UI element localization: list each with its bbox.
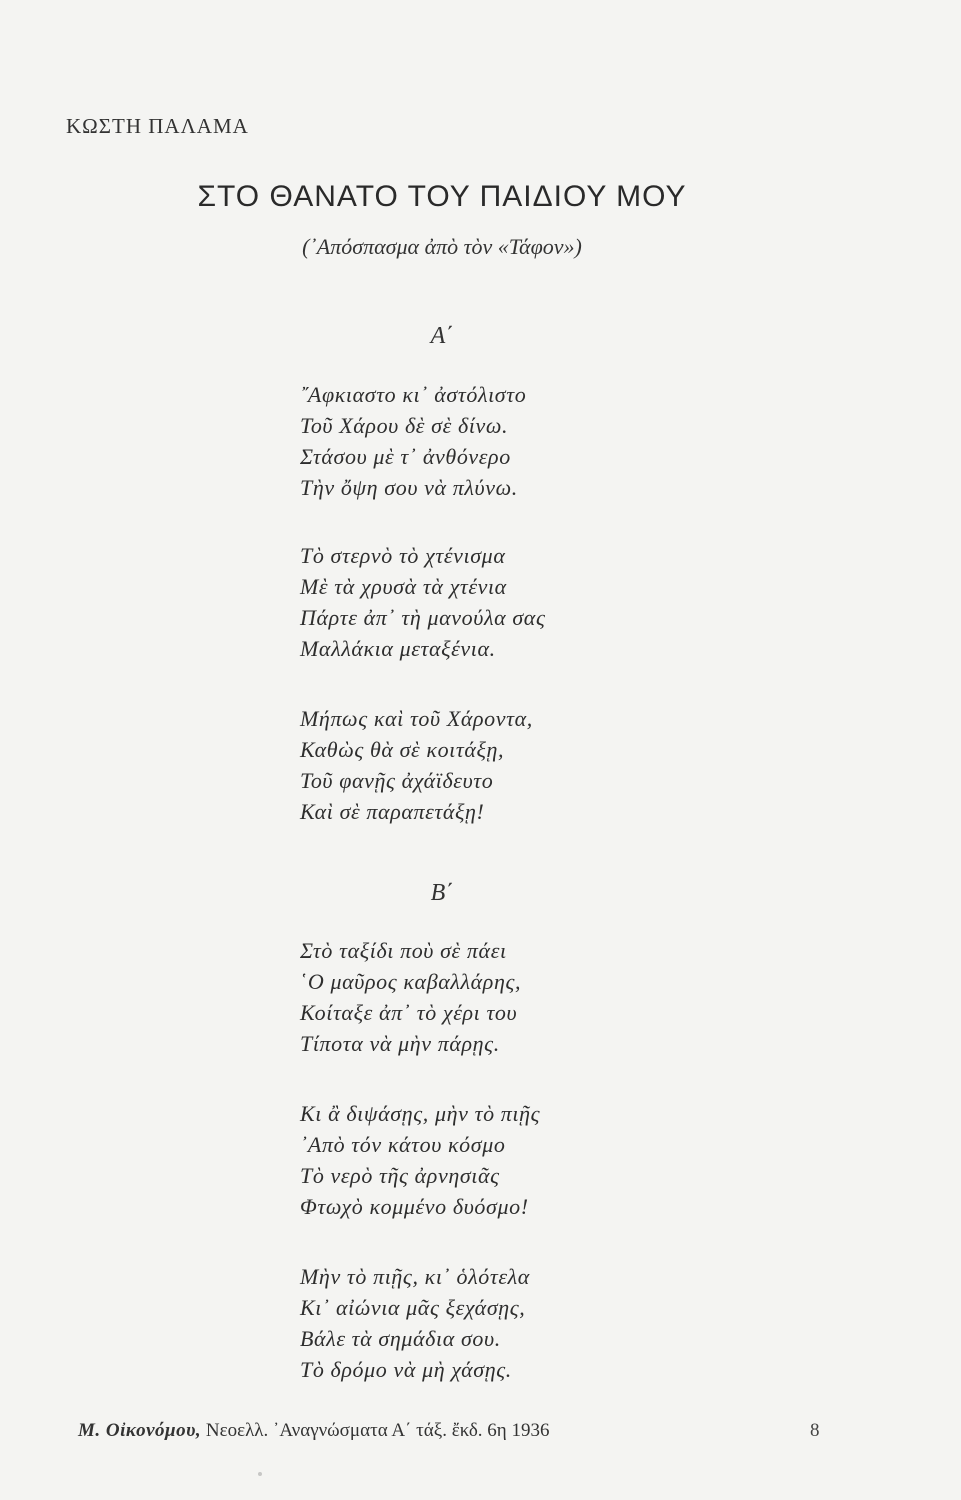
stanza-a2 [300, 540, 545, 664]
footer-source: Νεοελλ. ᾿Αναγνώσματα Α΄ τάξ. ἔκδ. 6η 1936 [201, 1420, 550, 1441]
poem-title: ΣΤΟ ΘΑΝΑΤΟ ΤΟΥ ΠΑΙΔΙΟΥ ΜΟΥ [197, 180, 687, 213]
verse-line: ᾿Απὸ τόν κάτου κόσμο [300, 1132, 506, 1157]
verse-line: Μαλλάκια μεταξένια. [300, 636, 496, 661]
section-mark-b: Β΄ [430, 880, 454, 906]
stanza-a3 [300, 703, 533, 827]
verse-line: Τοῦ Χάρου δὲ σὲ δίνω. [300, 413, 509, 438]
verse-line: ῾Ο μαῦρος καβαλλάρης, [300, 969, 522, 994]
verse-line: Τὴν ὄψη σου νὰ πλύνω. [300, 475, 518, 500]
verse-line: Μὲ τὰ χρυσὰ τὰ χτένια [300, 574, 507, 599]
verse-line: Πάρτε ἀπ᾿ τὴ μανούλα σας [300, 605, 546, 630]
verse-line: Καθὼς θὰ σὲ κοιτάξῃ, [300, 737, 505, 762]
poem-subtitle: (᾿Απόσπασμα ἀπὸ τὸν «Τάφον») [302, 234, 582, 259]
verse-line: Στὸ ταξίδι ποὺ σὲ πάει [300, 938, 507, 963]
page-number: 8 [810, 1420, 820, 1441]
author-name: ΚΩΣΤΗ ΠΑΛΑΜΑ [66, 114, 249, 138]
footer-editor: Μ. Οἰκονόμου, [78, 1420, 202, 1441]
verse-line: Τὸ δρόμο νὰ μὴ χάσῃς. [300, 1357, 512, 1382]
verse-line: Μὴν τὸ πιῇς, κι᾿ ὁλότελα [300, 1264, 530, 1289]
verse-line: Τὸ νερὸ τῆς ἀρνησιᾶς [300, 1163, 500, 1188]
stanza-b1 [300, 935, 521, 1059]
verse-line: Κι ἂ διψάσῃς, μὴν τὸ πιῇς [300, 1101, 541, 1126]
verse-line: Βάλε τὰ σημάδια σου. [300, 1326, 501, 1351]
verse-line: ῎Αφκιαστο κι᾿ ἀστόλιστο [300, 382, 527, 407]
verse-line: Καὶ σὲ παραπετάξῃ! [300, 799, 485, 824]
verse-line: Τοῦ φανῇς ἀχάϊδευτο [300, 768, 494, 793]
verse-line: Τίποτα νὰ μὴν πάρῃς. [300, 1031, 500, 1056]
footer-citation [78, 1420, 550, 1442]
verse-line: Στάσου μὲ τ᾿ ἀνθόνερο [300, 444, 511, 469]
section-mark-a: Α΄ [430, 323, 454, 349]
stanza-b3 [300, 1261, 530, 1385]
verse-line: Κι᾿ αἰώνια μᾶς ξεχάσῃς, [300, 1295, 526, 1320]
stanza-a1 [300, 379, 526, 503]
verse-line: Φτωχὸ κομμένο δυόσμο! [300, 1194, 529, 1219]
paper-speck [258, 1472, 262, 1476]
verse-line: Μήπως καὶ τοῦ Χάροντα, [300, 706, 533, 731]
verse-line: Τὸ στερνὸ τὸ χτένισμα [300, 543, 506, 568]
stanza-b2 [300, 1098, 540, 1222]
verse-line: Κοίταξε ἀπ᾿ τὸ χέρι του [300, 1000, 518, 1025]
